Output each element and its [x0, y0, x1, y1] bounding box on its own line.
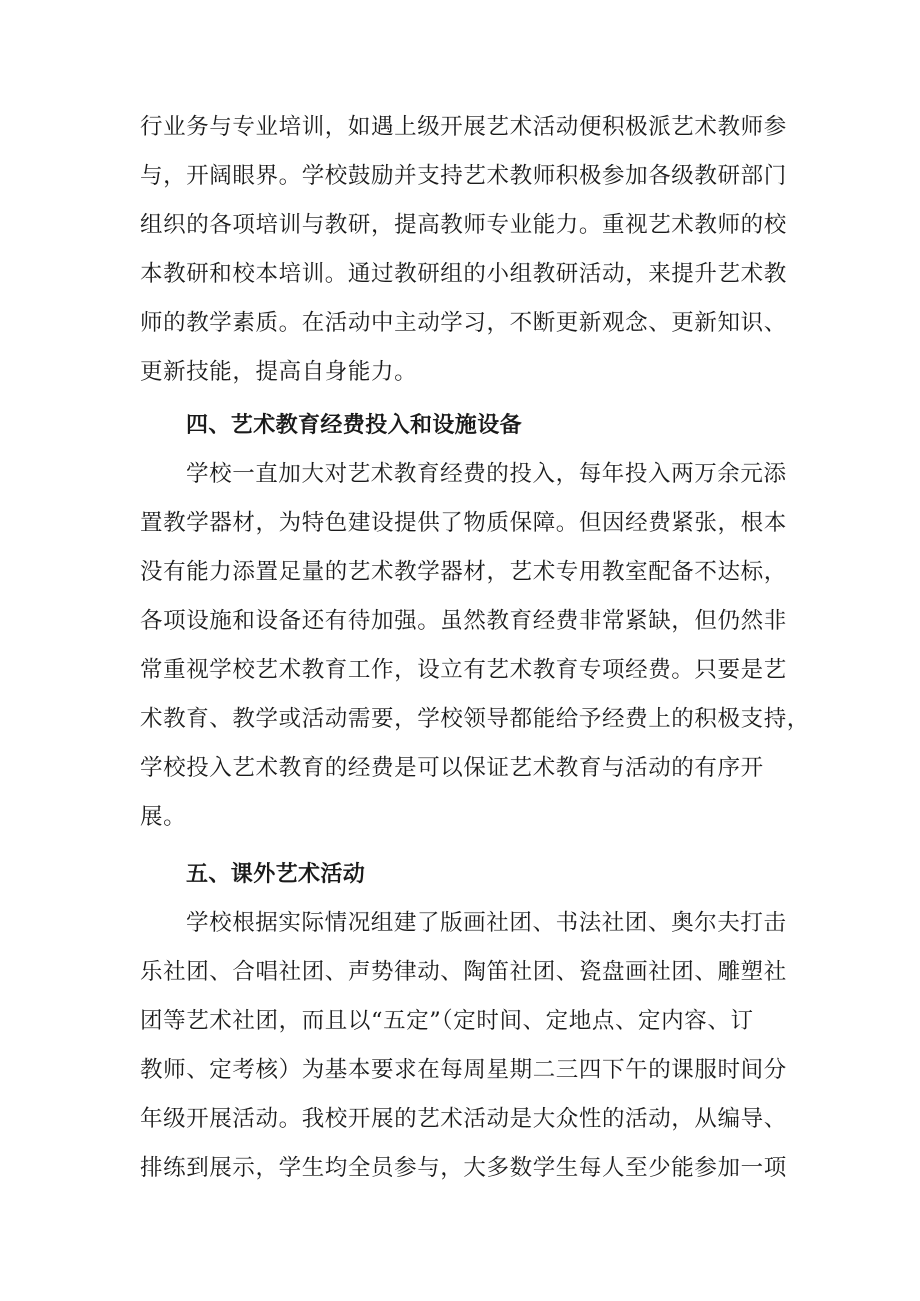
document-body	[140, 103, 810, 1193]
text-line: 乐社团、合唱社团、声势律动、陶笛社团、瓷盘画社团、雕塑社	[140, 959, 787, 985]
text-line: 术教育、教学或活动需要，学校领导都能给予经费上的积极支持，	[140, 706, 810, 732]
paragraph-funding	[140, 450, 810, 842]
text-line: 行业务与专业培训，如遇上级开展艺术活动便积极派艺术教师参	[140, 114, 787, 140]
text-line: 各项设施和设备还有待加强。虽然教育经费非常紧缺，但仍然非	[140, 608, 787, 634]
section-heading-funding: 四、艺术教育经费投入和设施设备	[186, 413, 523, 438]
section-heading-activities: 五、课外艺术活动	[186, 862, 366, 887]
text-line: 没有能力添置足量的艺术教学器材，艺术专用教室配备不达标，	[140, 559, 787, 585]
text-line: 团等艺术社团，而且以“五定”（定时间、定地点、定内容、订	[140, 1008, 754, 1034]
paragraph-teacher-training	[140, 103, 800, 397]
text-line: 教师、定考核）为基本要求在每周星期二三四下午的课服时间分	[140, 1057, 787, 1083]
text-line: 置教学器材，为特色建设提供了物质保障。但因经费紧张，根本	[140, 510, 787, 536]
text-line: 学校根据实际情况组建了版画社团、书法社团、奥尔夫打击	[186, 910, 787, 936]
text-line: 排练到展示，学生均全员参与，大多数学生每人至少能参加一项	[140, 1155, 787, 1181]
text-line: 与，开阔眼界。学校鼓励并支持艺术教师积极参加各级教研部门	[140, 163, 787, 189]
text-line: 学校一直加大对艺术教育经费的投入，每年投入两万余元添	[186, 461, 787, 487]
text-line: 常重视学校艺术教育工作，设立有艺术教育专项经费。只要是艺	[140, 657, 787, 683]
text-line: 更新技能，提高自身能力。	[140, 359, 418, 385]
text-line: 组织的各项培训与教研，提高教师专业能力。重视艺术教师的校	[140, 212, 787, 238]
paragraph-activities	[140, 899, 800, 1193]
text-line: 展。	[140, 804, 187, 830]
text-line: 学校投入艺术教育的经费是可以保证艺术教育与活动的有序开	[140, 755, 764, 781]
text-line: 年级开展活动。我校开展的艺术活动是大众性的活动，从编导、	[140, 1106, 787, 1132]
text-line: 师的教学素质。在活动中主动学习，不断更新观念、更新知识、	[140, 310, 787, 336]
text-line: 本教研和校本培训。通过教研组的小组教研活动，来提升艺术教	[140, 261, 787, 287]
